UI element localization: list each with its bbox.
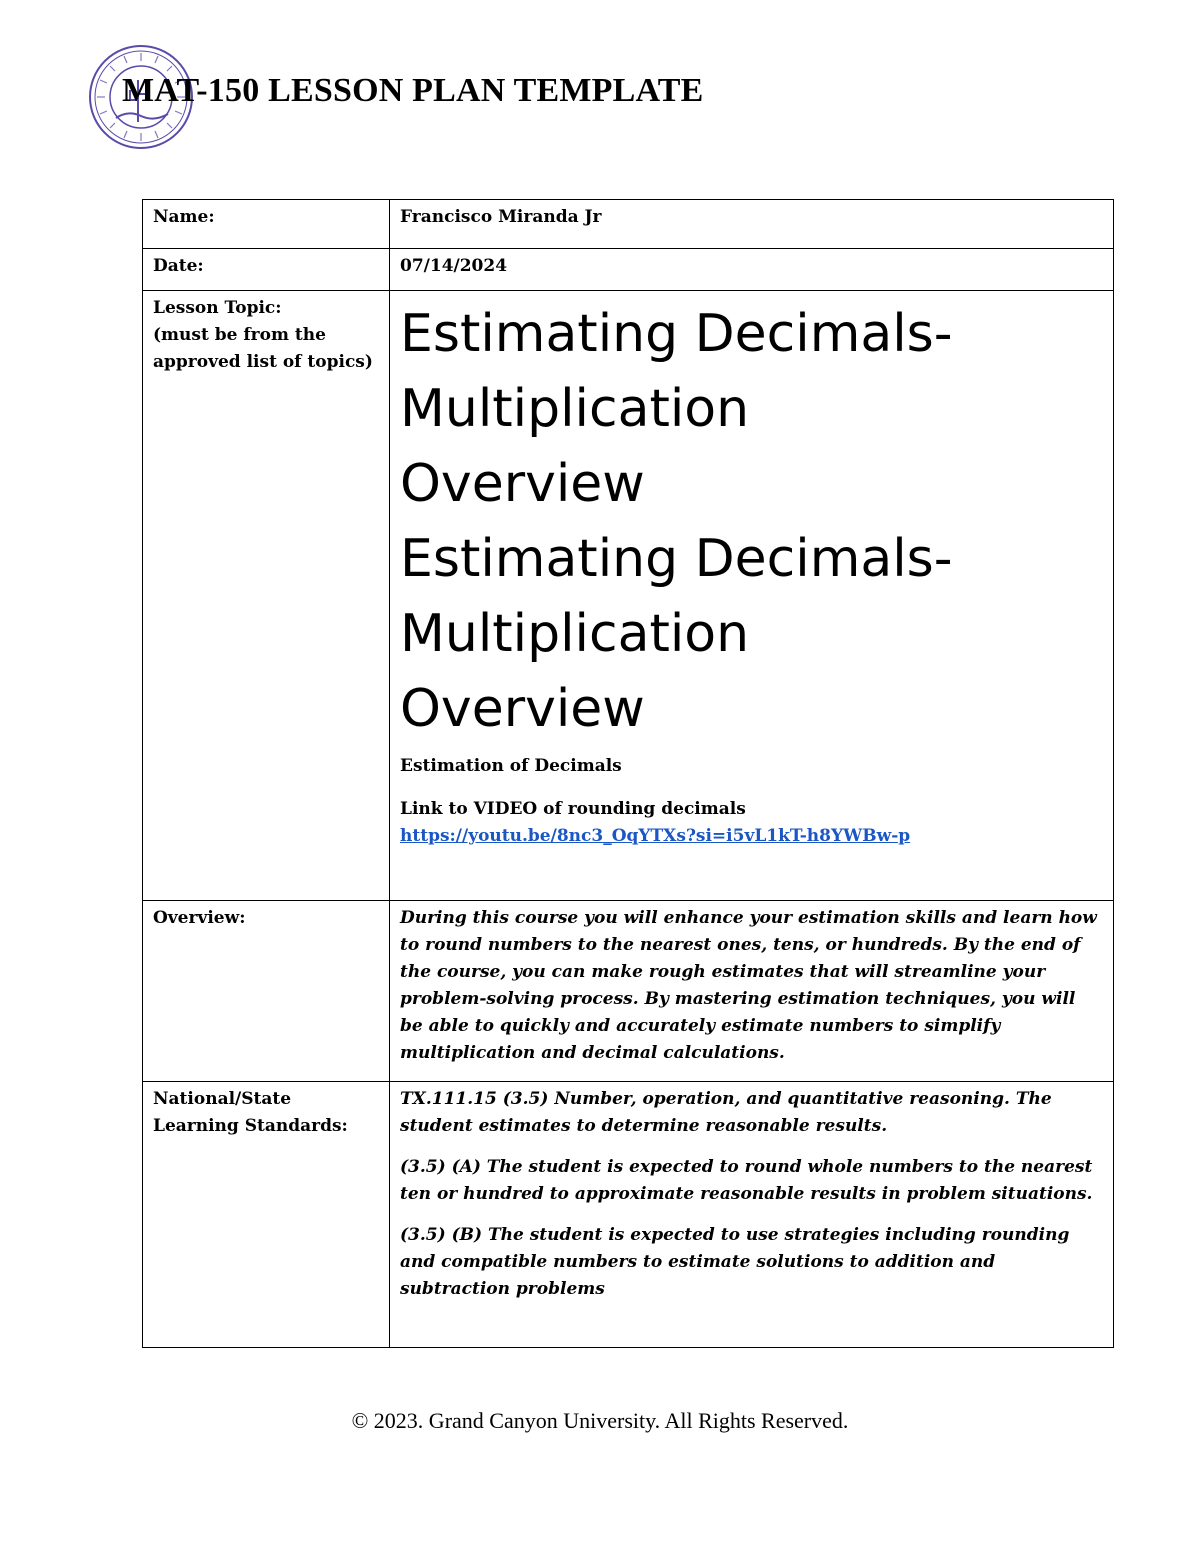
topic-line: Estimating Decimals- bbox=[400, 304, 953, 364]
date-label: Date: bbox=[143, 249, 390, 291]
standard-paragraph: TX.111.15 (3.5) Number, operation, and quantitative reasoning. The student estimates to determine reasonable results. bbox=[400, 1089, 1052, 1136]
topic-subtitle: Estimation of Decimals bbox=[400, 756, 622, 776]
topic-line: Multiplication bbox=[400, 604, 750, 664]
lesson-topic-heading bbox=[400, 297, 1103, 747]
overview-text: During this course you will enhance your estimation skills and learn how to round numbers to the nearest ones, tens, or hundreds. By the end of the course, you can make rough estimates that will streamline your problem-solving process. By mastering estimation techniques, you will be able to quickly and accurately estimate numbers to simplify multiplication and decimal calculations. bbox=[390, 901, 1114, 1082]
standards-label: National/State Learning Standards: bbox=[143, 1082, 390, 1348]
name-row bbox=[143, 200, 1114, 249]
standard-paragraph: (3.5) (A) The student is expected to round whole numbers to the nearest ten or hundred to approximate reasonable results in problem situations. bbox=[400, 1157, 1093, 1204]
name-label: Name: bbox=[143, 200, 390, 249]
overview-label: Overview: bbox=[143, 901, 390, 1082]
lesson-plan-table bbox=[142, 199, 1114, 1348]
topic-line: Multiplication bbox=[400, 379, 750, 439]
date-value: 07/14/2024 bbox=[390, 249, 1114, 291]
standards-row bbox=[143, 1082, 1114, 1348]
topic-line: Overview bbox=[400, 454, 645, 514]
document-title: MAT-150 LESSON PLAN TEMPLATE bbox=[122, 72, 704, 109]
standards-cell bbox=[390, 1082, 1114, 1348]
topic-line: Estimating Decimals- bbox=[400, 529, 953, 589]
topic-line: Overview bbox=[400, 679, 645, 739]
lesson-topic-value-cell bbox=[390, 291, 1114, 901]
date-row bbox=[143, 249, 1114, 291]
video-link[interactable]: https://youtu.be/8nc3_OqYTXs?si=i5vL1kT-h8YWBw-p bbox=[400, 826, 911, 846]
lesson-topic-label-cell bbox=[143, 291, 390, 901]
name-value: Francisco Miranda Jr bbox=[390, 200, 1114, 249]
standard-paragraph: (3.5) (B) The student is expected to use strategies including rounding and compatible numbers to estimate solutions to addition and subtraction problems bbox=[400, 1225, 1070, 1299]
lesson-topic-row bbox=[143, 291, 1114, 901]
lesson-topic-label: Lesson Topic: bbox=[153, 298, 282, 318]
lesson-topic-note: (must be from the approved list of topics) bbox=[153, 325, 373, 372]
overview-row bbox=[143, 901, 1114, 1082]
copyright-footer: © 2023. Grand Canyon University. All Rights Reserved. bbox=[351, 1408, 849, 1433]
video-link-label: Link to VIDEO of rounding decimals bbox=[400, 799, 746, 819]
